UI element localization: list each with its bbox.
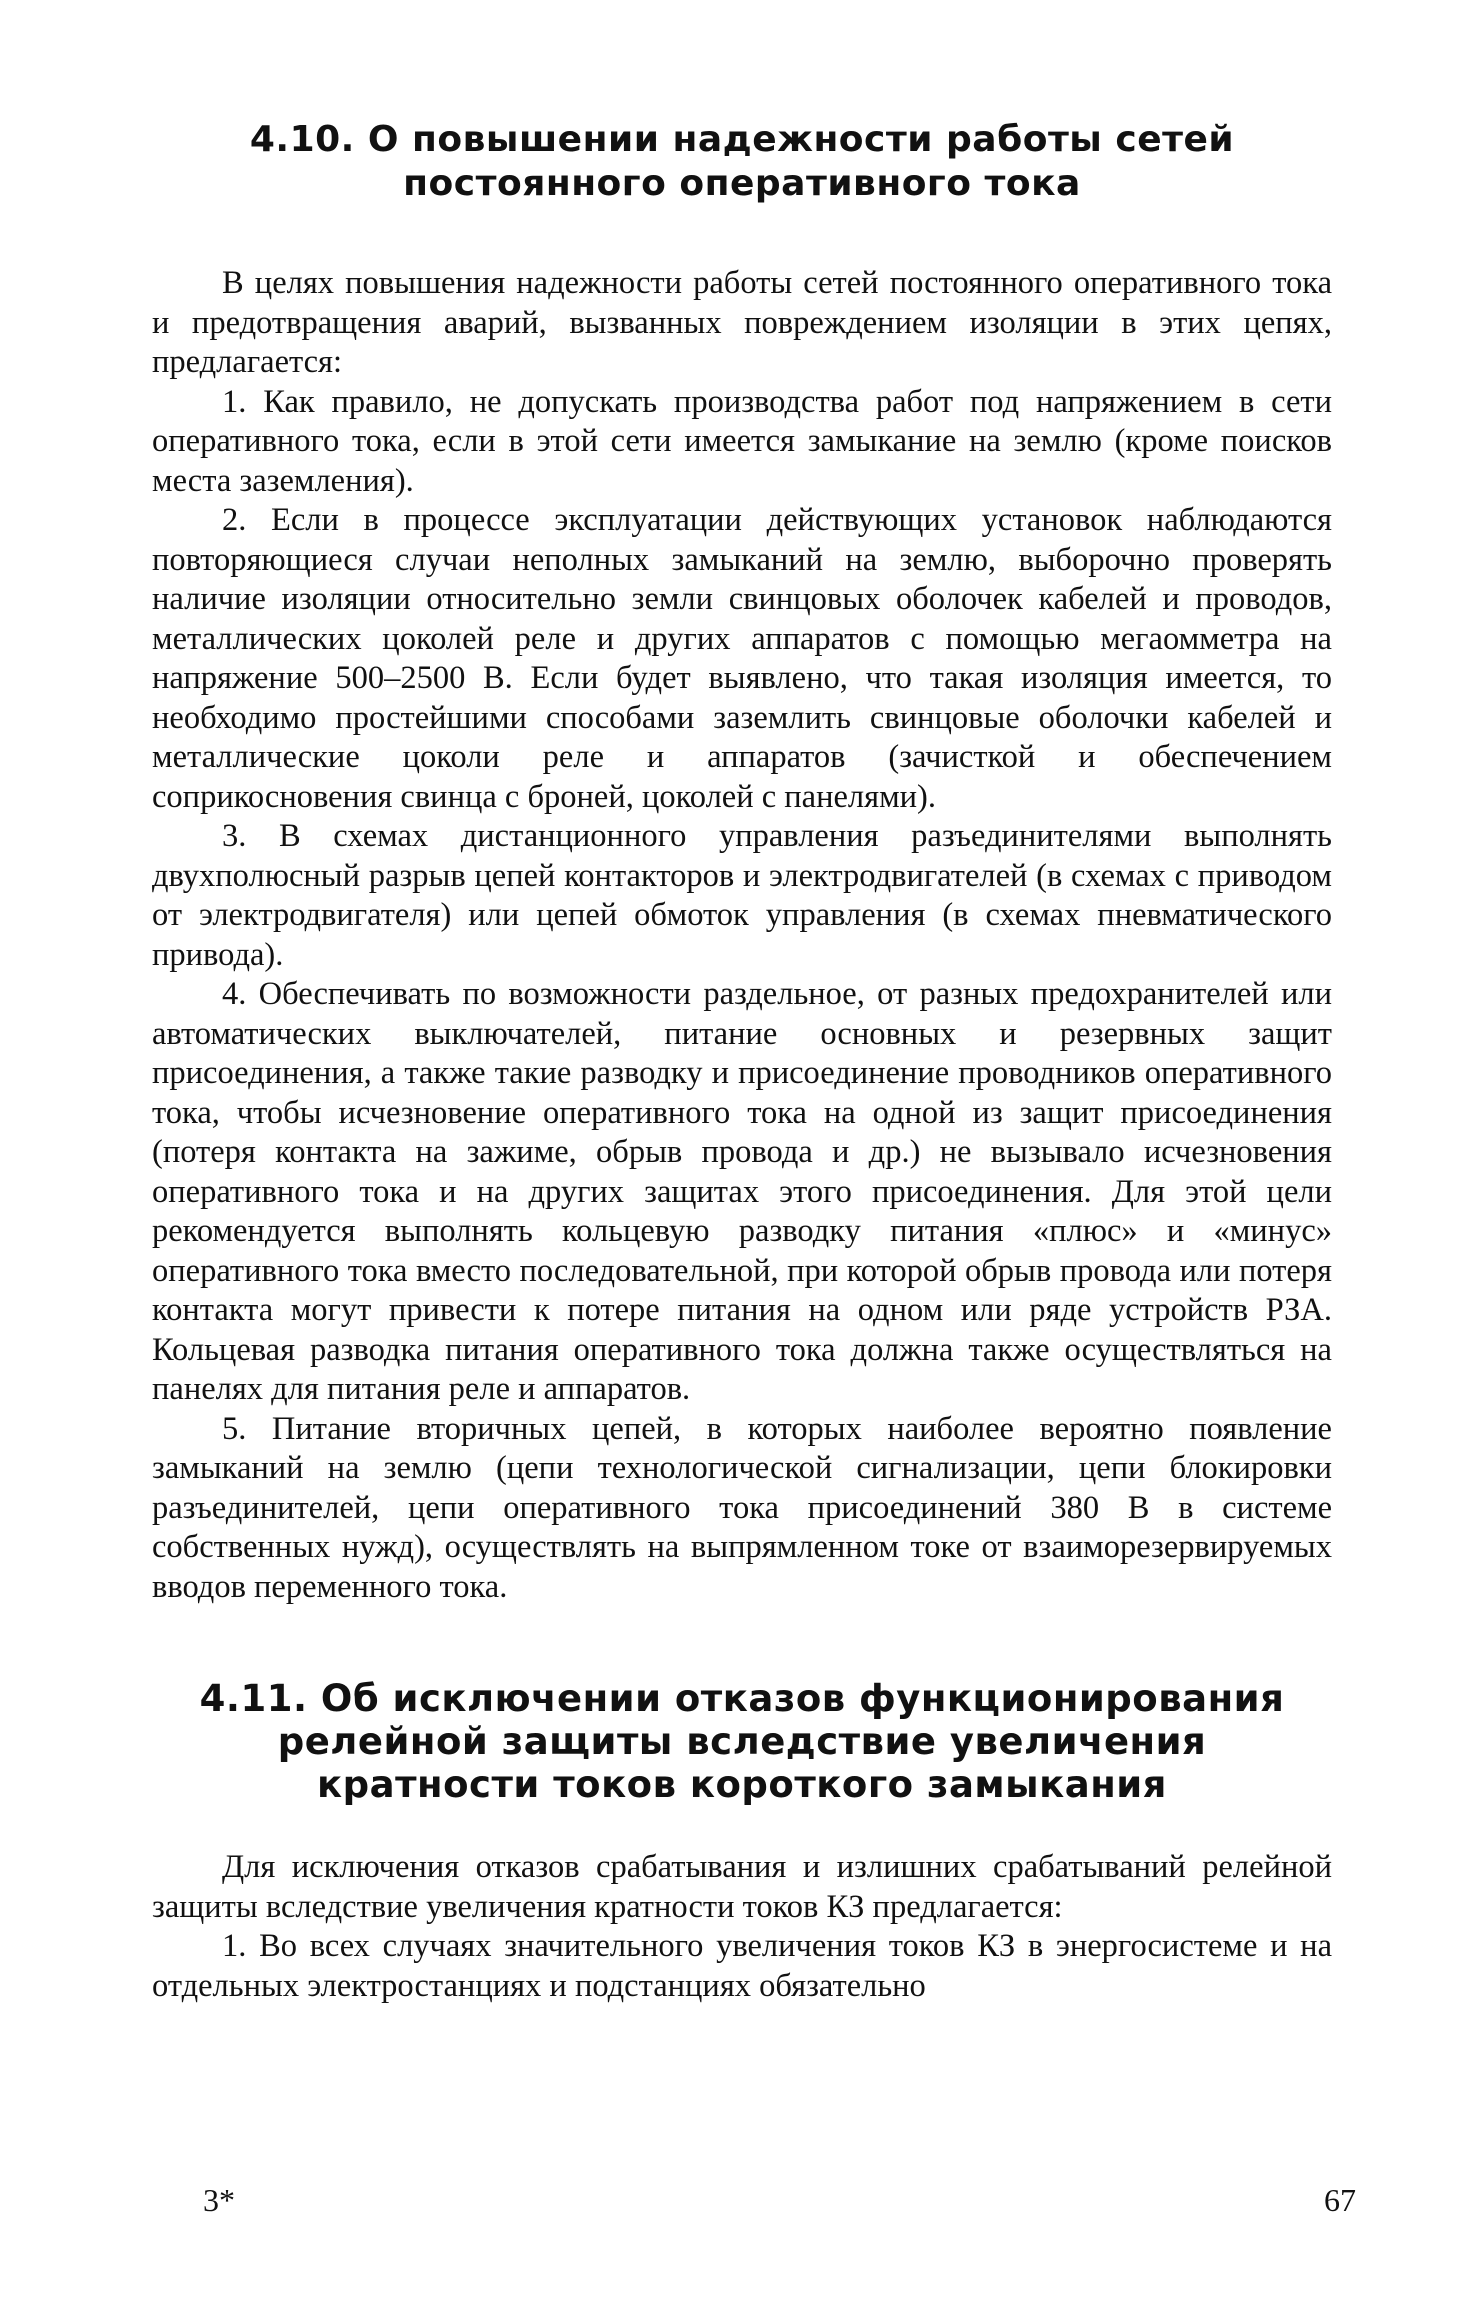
section-title-line: постоянного оперативного тока [403,163,1081,204]
page-footer [203,2180,1356,2220]
list-item-paragraph: 3. В схемах дистанционного управления разъединителями выполнять двухполюсный разрыв цепей контакторов и электродвигателей (в схемах с приводом от электродвигателя) или цепей обмоток управления (в схемах пневматического привода). [152,818,1332,973]
section-title-line: 4.10. О повышении надежности работы сетей [249,119,1235,160]
section-title-4-10 [152,118,1332,206]
list-item-paragraph: 1. Во всех случаях значительного увеличения токов КЗ в энергосистеме и на отдельных электростанциях и подстанциях обязательно [152,1928,1332,2004]
signature-mark: 3* [203,2182,235,2218]
document-page [152,118,1332,2006]
page-number: 67 [1324,2182,1356,2218]
list-item-paragraph: 4. Обеспечивать по возможности раздельное, от разных предохранителей или автоматических выключателей, питание основных и резервных защит присоединения, а также такие разводку и присоединение проводников оперативного тока, чтобы исчезновение оперативного тока на одной из защит присоединения (потеря контакта на зажиме, обрыв провода и др.) не вызывало исчезновения оперативного тока и на других защитах этого присоединения. Для этой цели рекомендуется выполнять кольцевую разводку питания «плюс» и «минус» оперативного тока вместо последовательной, при которой обрыв провода или потеря контакта могут привести к потере питания на одном или ряде устройств РЗА. Кольцевая разводка питания оперативного тока должна также осуществляться на панелях для питания реле и аппаратов. [152,976,1332,1407]
intro-paragraph: Для исключения отказов срабатывания и излишних срабатываний релейной защиты вследствие увеличения кратности токов КЗ предлагается: [152,1849,1332,1925]
section-title-4-11 [152,1677,1332,1806]
section-4-10-body [152,264,1332,1607]
list-item-paragraph: 2. Если в процессе эксплуатации действующих установок наблюдаются повторяющиеся случаи неполных замыканий на землю, выборочно проверять наличие изоляции относительно земли свинцовых оболочек кабелей и проводов, металлических цоколей реле и других аппаратов с помощью мегаомметра на напряжение 500–2500 В. Если будет выявлено, что такая изоляция имеется, то необходимо простейшими способами заземлить свинцовые оболочки кабелей и металлические цоколи реле и аппаратов (зачисткой и обеспечением соприкосновения свинца с броней, цоколей с панелями). [152,502,1332,815]
section-4-11-body [152,1848,1332,2006]
section-title-line: кратности токов короткого замыкания [317,1763,1167,1806]
list-item-paragraph: 1. Как правило, не допускать производства работ под напряжением в сети оперативного тока, если в этой сети имеется замыкание на землю (кроме поисков места заземления). [152,383,1332,499]
intro-paragraph: В целях повышения надежности работы сетей постоянного оперативного тока и предотвращения аварий, вызванных повреждением изоляции в этих цепях, предлагается: [152,265,1332,380]
section-title-line: 4.11. Об исключении отказов функционирования [199,1677,1285,1720]
section-title-line: релейной защиты вследствие увеличения [277,1720,1207,1763]
list-item-paragraph: 5. Питание вторичных цепей, в которых наиболее вероятно появление замыканий на землю (цепи технологической сигнализации, цепи блокировки разъединителей, цепи оперативного тока присоединений 380 В в системе собственных нужд), осуществлять на выпрямленном токе от взаиморезервируемых вводов переменного тока. [152,1410,1332,1605]
